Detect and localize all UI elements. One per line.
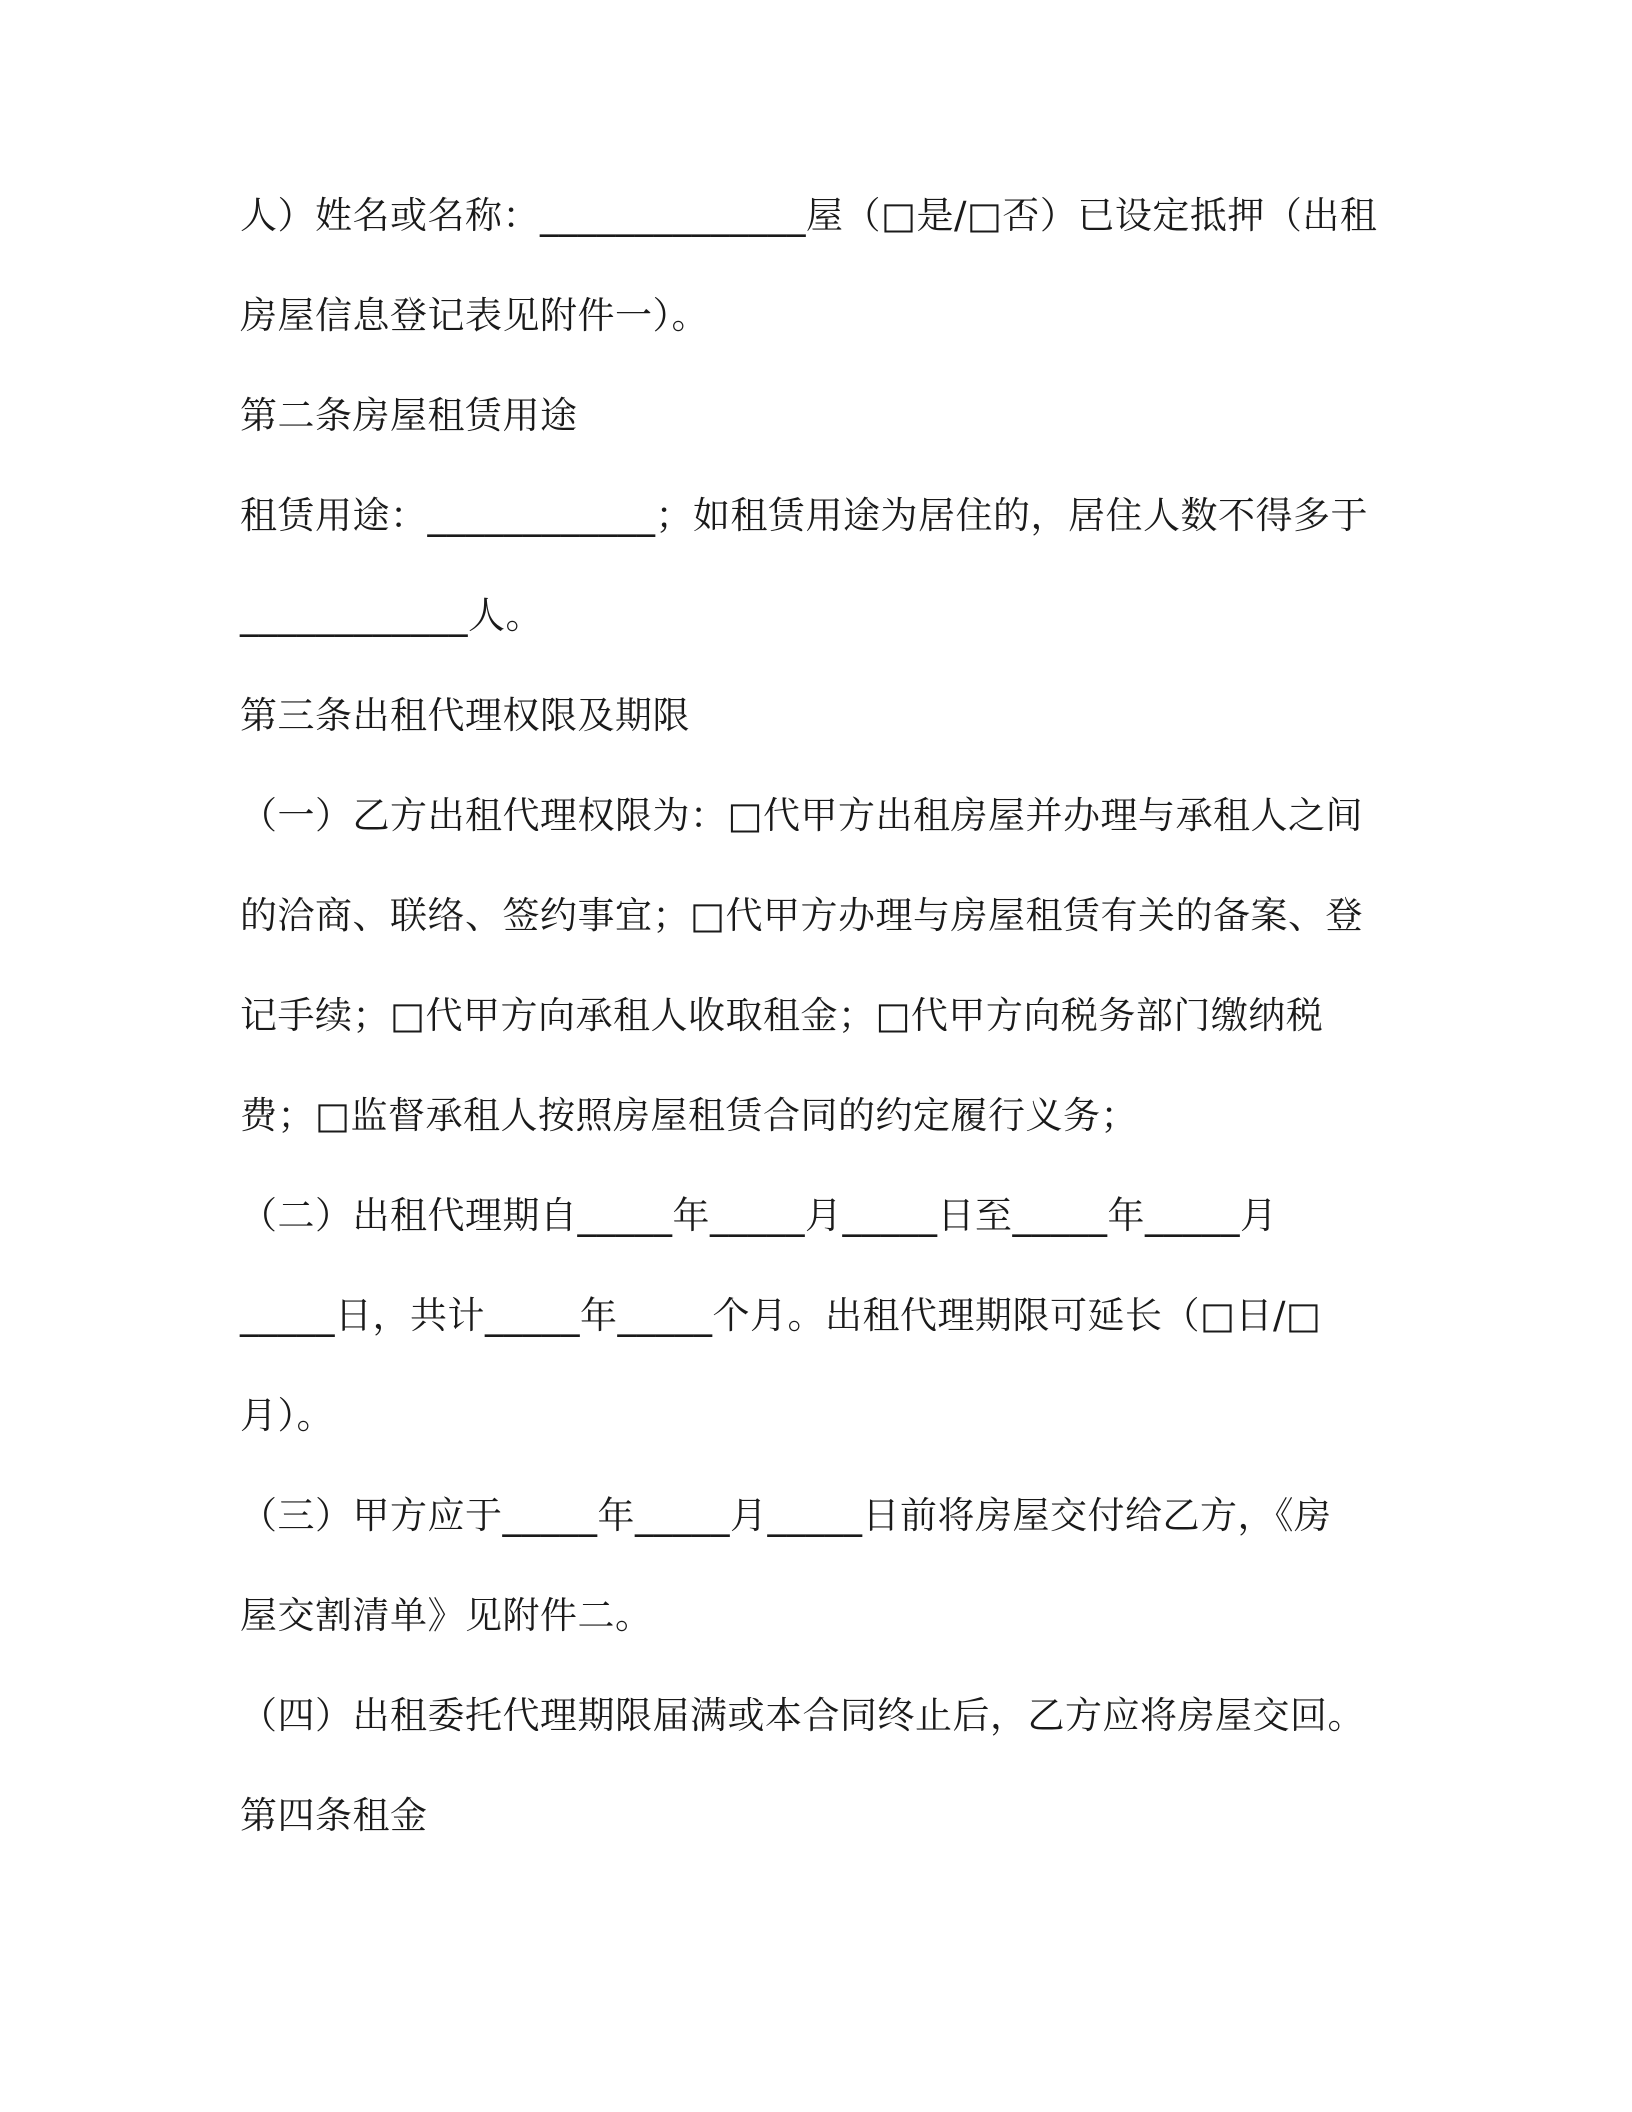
text-line-occupants: ____________人。	[240, 594, 543, 637]
text-line-delivery-2: 屋交割清单》见附件二。	[240, 1594, 653, 1637]
text-line-usage: 租赁用途：____________；如租赁用途为居住的，居住人数不得多于	[240, 494, 1368, 537]
text-line-scope-2: 的洽商、联络、签约事宜；□代甲方办理与房屋租赁有关的备案、登	[240, 894, 1363, 937]
text-line-owner-name: 人）姓名或名称：______________屋（□是/□否）已设定抵押（出租	[240, 194, 1378, 237]
section-heading-rent: 第四条租金	[240, 1794, 428, 1837]
text-line-period-2: _____日，共计_____年_____个月。出租代理期限可延长（□日/□	[240, 1294, 1322, 1337]
section-heading-usage: 第二条房屋租赁用途	[240, 394, 578, 437]
text-line-scope-1: （一）乙方出租代理权限为：□代甲方出租房屋并办理与承租人之间	[240, 794, 1363, 837]
text-line-scope-3: 记手续；□代甲方向承租人收取租金；□代甲方向税务部门缴纳税	[240, 994, 1324, 1037]
text-line-delivery-1: （三）甲方应于_____年_____月_____日前将房屋交付给乙方，《房	[240, 1494, 1332, 1537]
section-heading-agency-scope: 第三条出租代理权限及期限	[240, 694, 690, 737]
text-line-period-1: （二）出租代理期自_____年_____月_____日至_____年_____月	[240, 1194, 1278, 1237]
text-line-registration-annex: 房屋信息登记表见附件一）。	[240, 294, 709, 337]
text-line-return: （四）出租委托代理期限届满或本合同终止后，乙方应将房屋交回。	[240, 1694, 1365, 1737]
text-line-scope-4: 费；□监督承租人按照房屋租赁合同的约定履行义务；	[240, 1094, 1138, 1137]
text-line-period-3: 月）。	[240, 1394, 334, 1437]
